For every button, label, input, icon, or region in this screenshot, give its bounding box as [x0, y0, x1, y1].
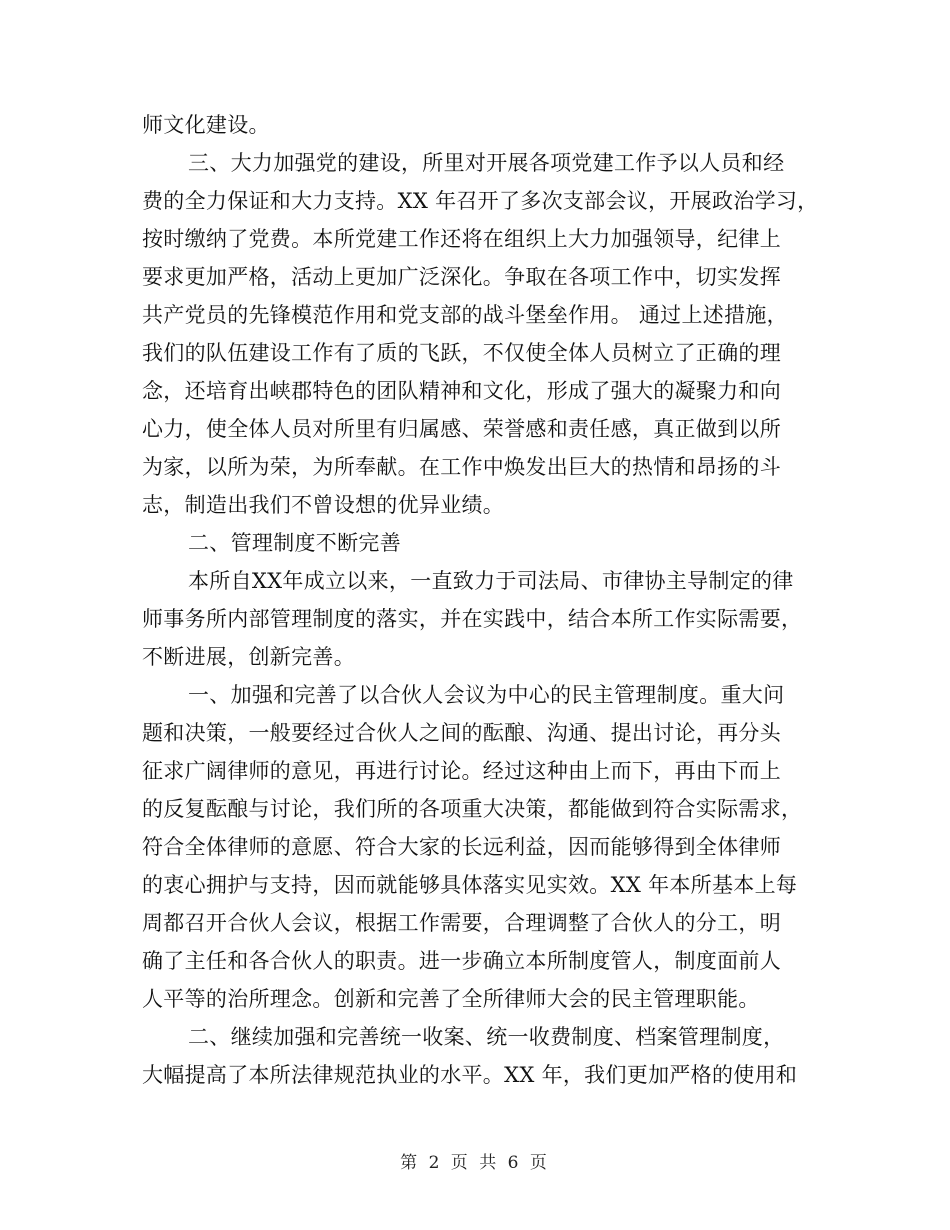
text-line: 费的全力保证和大力支持。XX 年召开了多次支部会议，开展政治学习， — [142, 189, 819, 213]
text-line: 心力，使全体人员对所里有归属感、荣誉感和责任感，真正做到以所 — [142, 417, 781, 441]
text-line: 三、大力加强党的建设，所里对开展各项党建工作予以人员和经 — [188, 151, 785, 175]
text-line: 确了主任和各合伙人的职责。进一步确立本所制度管人，制度面前人 — [142, 949, 781, 973]
text-line: 大幅提高了本所法律规范执业的水平。XX 年，我们更加严格的使用和 — [142, 1063, 798, 1087]
text-line: 的反复酝酿与讨论，我们所的各项重大决策，都能做到符合实际需求， — [142, 797, 803, 821]
text-line: 为家，以所为荣，为所奉献。在工作中焕发出巨大的热情和昂扬的斗 — [142, 455, 781, 479]
text-line: 符合全体律师的意愿、符合大家的长远利益，因而能够得到全体律师 — [142, 835, 781, 859]
text-line: 题和决策，一般要经过合伙人之间的酝酿、沟通、提出讨论，再分头 — [142, 721, 781, 745]
text-line: 征求广阔律师的意见，再进行讨论。经过这种由上而下，再由下而上 — [142, 759, 781, 783]
text-line: 志，制造出我们不曾设想的优异业绩。 — [142, 493, 505, 517]
text-line: 周都召开合伙人会议，根据工作需要，合理调整了合伙人的分工，明 — [142, 911, 781, 935]
text-line: 按时缴纳了党费。本所党建工作还将在组织上大力加强领导，纪律上 — [142, 227, 781, 251]
document-body — [142, 106, 819, 1094]
text-line: 二、管理制度不断完善 — [188, 531, 401, 555]
text-line: 师文化建设。 — [142, 113, 270, 137]
text-line: 念，还培育出峡郡特色的团队精神和文化，形成了强大的凝聚力和向 — [142, 379, 781, 403]
text-line: 不断进展，创新完善。 — [142, 645, 355, 669]
text-line: 人平等的治所理念。创新和完善了全所律师大会的民主管理职能。 — [142, 987, 760, 1011]
page-footer: 第 2 页 共 6 页 — [400, 1153, 550, 1173]
text-line: 我们的队伍建设工作有了质的飞跃，不仅使全体人员树立了正确的理 — [142, 341, 781, 365]
text-line: 本所自XX年成立以来，一直致力于司法局、市律协主导制定的律 — [188, 569, 794, 593]
text-line: 的衷心拥护与支持，因而就能够具体落实见实效。XX 年本所基本上每 — [142, 873, 798, 897]
text-line: 师事务所内部管理制度的落实，并在实践中，结合本所工作实际需要， — [142, 607, 803, 631]
text-line: 共产党员的先锋模范作用和党支部的战斗堡垒作用。 通过上述措施， — [142, 303, 788, 327]
text-line: 要求更加严格，活动上更加广泛深化。争取在各项工作中，切实发挥 — [142, 265, 781, 289]
text-line: 二、继续加强和完善统一收案、统一收费制度、档案管理制度， — [188, 1025, 785, 1049]
text-line: 一、加强和完善了以合伙人会议为中心的民主管理制度。重大问 — [188, 683, 785, 707]
